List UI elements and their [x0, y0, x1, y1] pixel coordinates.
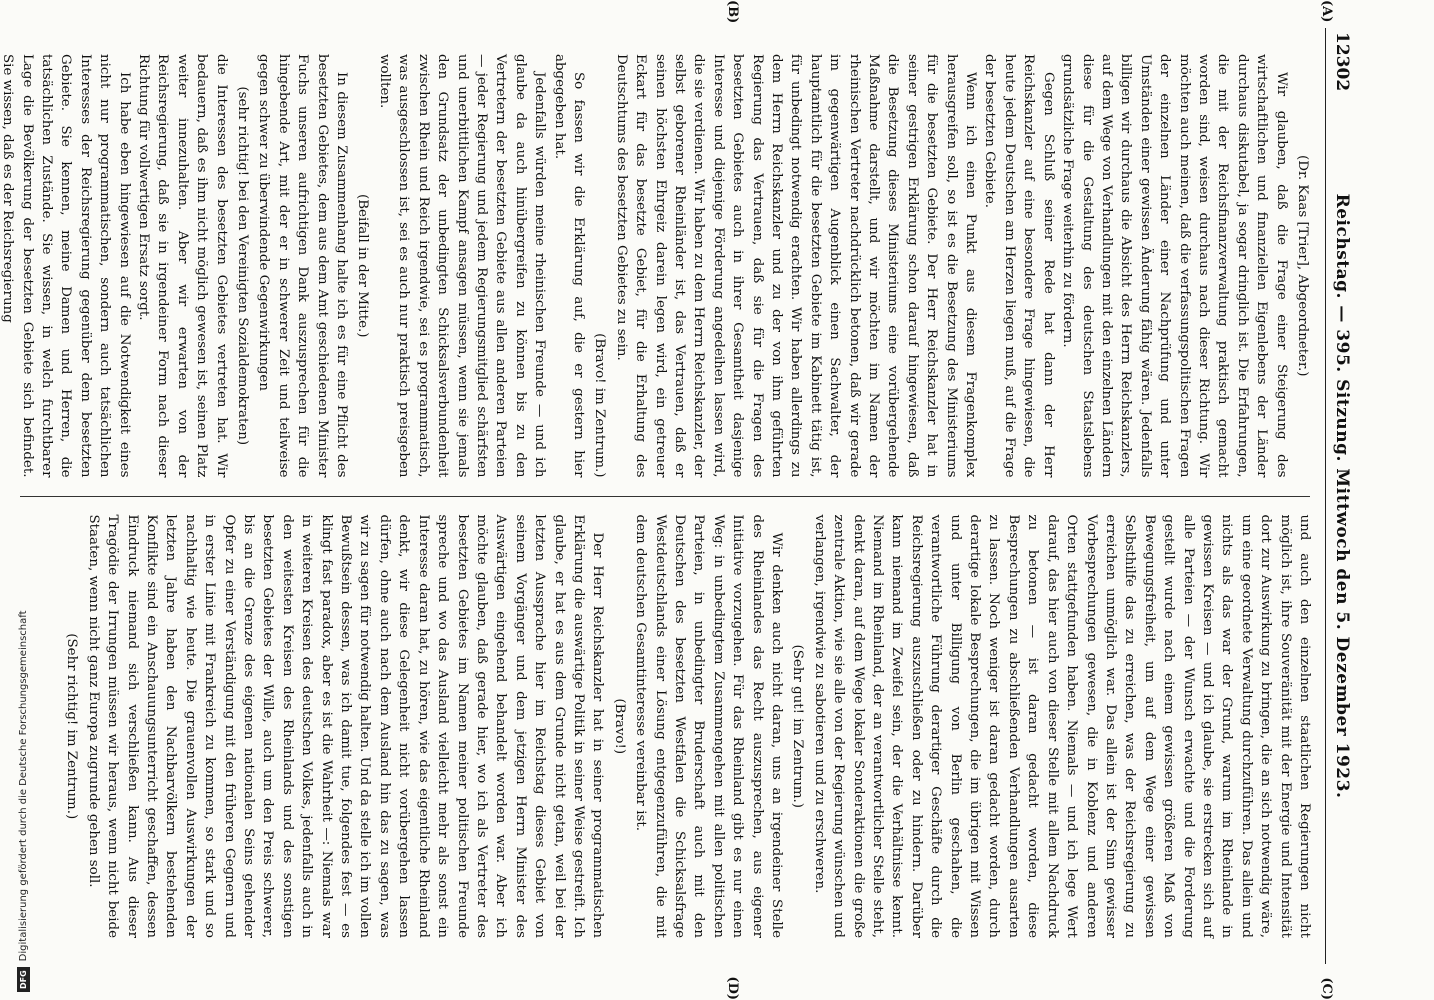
interjection: (sehr richtig! bei den Vereinigten Sozialdemokraten): [235, 86, 251, 446]
running-head: [1325, 28, 1356, 964]
session-title: Reichstag. — 395. Sitzung. Mittwoch den 5. Dezember 1923.: [1332, 193, 1352, 799]
left-column: [0, 28, 1314, 496]
margin-mark-a: (A): [1319, 0, 1334, 23]
margin-mark-b: (B): [725, 0, 740, 24]
interjection: (Sehr gut! im Zentrum.): [790, 644, 806, 808]
paragraph: Jedenfalls würden meine rheinischen Freunde — und ich glaube da auch hinübergreifen zu können bis zu den Vertretern der besetzten Gebiete aus allen anderen Parteien — jeder Regierung und jedem Regierungsmitglied schärfsten und unerbittlichen Kampf ansagen müssen, wenn sie jemals den Grundsatz der unbedingten Schicksalsverbundenheit zwischen Rhein und Reich irgendwie, sei es programmatisch, was ausgeschlossen ist, sei es auch nur praktisch preisgeben wollten.: [376, 54, 548, 478]
right-column: [16, 497, 1314, 965]
paragraph: Gegen Schluß seiner Rede hat dann der Herr Reichskanzler auf eine besondere Frage hingewiesen, die heute jedem Deutschen am Herzen liegen muß, auf die Frage der besetzten Gebiete.: [982, 54, 1056, 478]
paragraph: In diesem Zusammenhang halte ich es für eine Pflicht des besetzten Gebietes, dem aus dem Amt geschiedenen Minister Fuchs unseren aufrichtigen Dank auszusprechen für die hingebende Art, mit der er in schwerer Zeit und teilweise gegen schwer zu überwindende Gegenwirkungen: [256, 54, 350, 478]
margin-mark-c: (C): [1319, 977, 1334, 1000]
paragraph: Der Herr Reichskanzler hat in seiner programmatischen Erklärung die auswärtige Politik in seiner Weise gestreift. Ich glaube, er hat es aus dem Grunde nicht getan, weil bei der letzten Aussprache hier im Reichstag dieses Gebiet von seinem Vorgänger und dem jetzigen Herrn Minister des Auswärtigen eingehend behandelt worden war. Aber ich möchte glauben, daß gerade hier, wo ich als Vertreter des besetzten Gebietes im Namen meiner politischen Freunde spreche und wo das Ausland vielleicht mehr als sonst ein Interesse daran hat, zu hören, wie das eigentliche Rheinland denkt, wir diese Gelegenheit nicht vorübergehen lassen dürfen, ohne auch nach dem Ausland hin das zu sagen, was wir zu sagen für notwendig halten. Und da stelle ich im vollen Bewußtsein dessen, was ich damit tue, folgendes fest — es klingt fast paradox, aber es ist die Wahrheit —: Niemals war in weiteren Kreisen des deutschen Volkes, jedenfalls auch in den weitesten Kreisen des Rheinlands und des sonstigen besetzten Gebietes der Wille, auch um den Preis schwerer, bis an die Grenze des eigenen nationalen Seins gehender Opfer zu einer Verständigung mit den früheren Gegnern und in erster Linie mit Frankreich zu kommen, so stark und so nachhaltig wie heute. Die grauenvollen Auswirkungen der letzten Jahre haben den Nachbarvölkern bestehenden Konflikte sind ein Anschauungsunterricht geschaffen, dessen Eindruck niemand sich verschließen kann. Aus dieser Tragödie der Irrungen müssen wir heraus, wenn nicht beide Staaten, wenn nicht ganz Europa zugrunde gehen soll.: [85, 514, 606, 938]
interjection: (Bravo!): [611, 698, 627, 755]
paragraph: Wenn ich einen Punkt aus diesem Fragenkomplex herausgreifen soll, so ist es die Besetzung des Ministeriums für die besetzten Gebiete. Der Herr Reichskanzler hat in seiner gestrigen Erklärung schon darauf hingewiesen, daß die Besetzung dieses Ministeriums eine vorübergehende Maßnahme darstellt, und wir möchten im Namen der rheinischen Vertreter nachdrücklich betonen, daß wir gerade im gegenwärtigen Augenblick einen Sachwalter, der hauptamtlich für die besetzten Gebiete im Kabinett tätig ist, für unbedingt notwendig erachten. Wir haben allerdings zu dem Herrn Reichskanzler und zu der von ihm geführten Regierung das Vertrauen, daß sie für die Fragen des besetzten Gebietes auch in ihrer Gesamtheit dasjenige Interesse und diejenige Förderung angedeihen lassen wird, die sie verdienen. Wir haben zu dem Herrn Reichskanzler, der selbst geborener Rheinländer ist, das Vertrauen, daß er seinen höchsten Ehrgeiz darein legen wird, ein getreuer Eckart für das besetzte Gebiet, für die Erhaltung des Deutschtums des besetzten Gebietes zu sein.: [613, 54, 979, 478]
margin-mark-d: (D): [725, 976, 740, 1000]
paragraph: Wir glauben, daß die Frage einer Steigerung des wirtschaftlichen und finanziellen Eigenlebens der Länder durchaus diskutabel, ja sogar dringlich ist. Die Erfahrungen, die mit der Reichsfinanzverwaltung praktisch gemacht worden sind, weisen durchaus nach dieser Richtung. Wir möchten auch meinen, daß die verfassungspolitischen Fragen der einzelnen Länder einer Nachprüfung und unter Umständen einer gewissen Änderung fähig wären. Jedenfalls billigen wir durchaus die Absicht des Herrn Reichskanzlers, auf dem Wege von Verhandlungen mit den einzelnen Ländern diese für die Gestaltung des deutschen Staatslebens grundsätzliche Frage weiterhin zu fördern.: [1060, 54, 1289, 478]
text-columns: [0, 28, 1314, 964]
paragraph: die Interessen des besetzten Gebietes vertreten hat. Wir bedauern, daß es ihm nicht möglich gewesen ist, seinen Platz weiter innezuhalten. Aber wir erwarten von der Reichsregierung, daß sie in irgendeiner Form nach dieser Richtung für vollwertigen Ersatz sorgt.: [136, 54, 229, 478]
paragraph: Ich habe eben hingewiesen auf die Notwendigkeit eines nicht nur programmatischen, sondern auch tatsächlichen Interesses der Reichsregierung gegenüber dem besetzten Gebiete. Sie kennen, meine Damen und Herren, die tatsächlichen Zustände. Sie wissen, in welch furchtbarer Lage die Bevölkerung der besetzten Gebiete sich befindet. Sie wissen, daß es der Reichsregierung: [0, 54, 132, 478]
interjection: (Beifall in der Mitte.): [355, 193, 371, 338]
paragraph: und auch den einzelnen staatlichen Regierungen nicht möglich ist, ihre Souveränität mit der Energie und Intensität dort zur Auswirkung zu bringen, die an sich notwendig wäre, um eine geordnete Verwaltung durchzuführen. Das allein und nichts als das war der Grund, warum im Rheinlande in gewissen Kreisen — und ich glaube, sie erstrecken sich auf alle Parteien — der Wunsch erwachte und die Forderung gestellt wurde nach einem gewissen größeren Maß von Bewegungsfreiheit, um auf dem Wege einer gewissen Selbsthilfe das zu erreichen, was der Reichsregierung zu erreichen unmöglich war. Das allein ist der Sinn gewisser Vorbesprechungen gewesen, die in Koblenz und anderen Orten stattgefunden haben. Niemals — und ich lege Wert darauf, das hier auch von dieser Stelle mit allem Nachdruck zu betonen — ist daran gedacht worden, diese Besprechungen zu abschließenden Verhandlungen ausarten zu lassen. Noch weniger ist daran gedacht worden, durch derartige lokale Besprechungen, die im übrigen mit Wissen und unter Billigung von Berlin geschahen, die verantwortliche Führung derartiger Geschäfte durch die Reichsregierung auszuschließen oder zu hindern. Darüber kann niemand im Zweifel sein, der die Verhältnisse kennt. Niemand im Rheinland, der an verantwortlicher Stelle steht, denkt daran, auf dem Wege lokaler Sonderaktionen die große zentrale Aktion, wie sie alle von der Regierung wünschen und verlangen, irgendwie zu sabotieren und zu erschweren.: [811, 514, 1312, 938]
digitization-credit: Digitalisierung gefördert durch die Deutsche Forschungsgemeinschaft: [17, 610, 29, 962]
page-number: 12302: [1332, 32, 1352, 92]
dfg-logo: DFG: [17, 967, 30, 992]
paragraph: So fassen wir die Erklärung auf, die er gestern hier abgegeben hat.: [551, 54, 586, 478]
paragraph: Wir denken auch nicht daran, uns an irgendeiner Stelle des Rheinlandes das Recht auszusprechen, aus eigener Initiative vorzugehen. Für das Rheinland gibt es nur einen Weg: in unbedingtem Zusammengehen mit allen politischen Parteien, in unbedingter Bruderschaft auch mit den Deutschen des besetzten Westfalen die Schicksalsfrage Westdeutschlands einer Lösung entgegenzuführen, die mit dem deutschen Gesamtinteresse vereinbar ist.: [633, 514, 785, 938]
interjection: (Sehr richtig! im Zentrum.): [64, 633, 80, 820]
interjection: (Bravo! im Zentrum.): [592, 333, 608, 478]
speaker-label: (Dr. Kaas [Trier], Abgeordneter.): [1295, 155, 1310, 377]
